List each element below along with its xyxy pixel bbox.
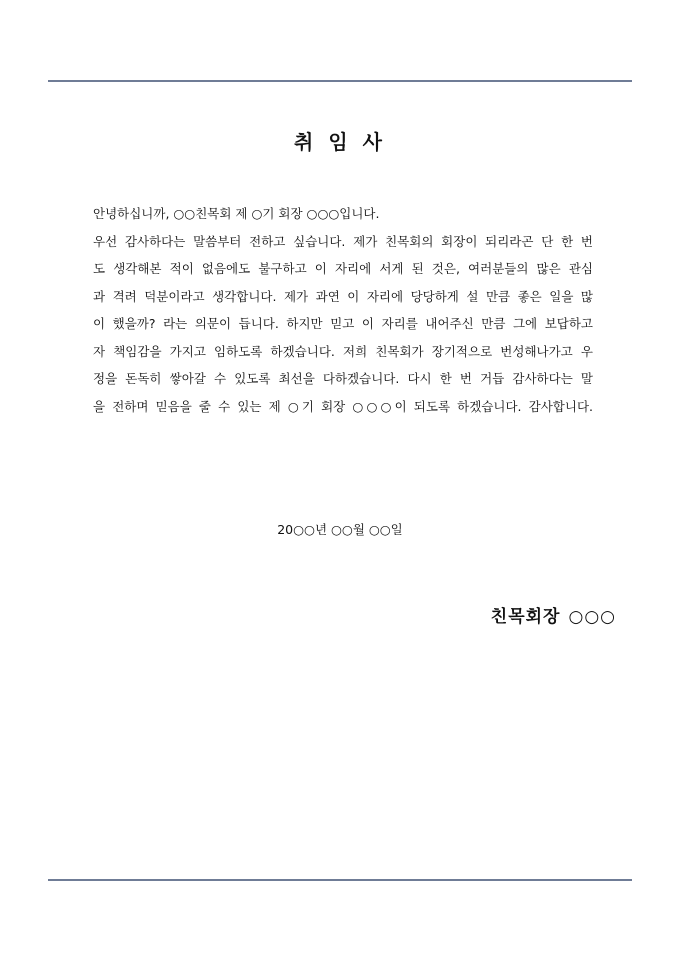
speech-line: 우선 감사하다는 말씀부터 전하고 싶습니다. 제가 친목회의 회장이 되리라곤 단 한 번 [93,233,593,249]
signature-name: ○○○ [568,607,616,627]
speech-line: 도 생각해본 적이 없음에도 불구하고 이 자리에 서게 된 것은, 여러분들의 많은 관심 [93,261,593,276]
signature-role: 친목회장 [490,607,561,627]
speech-line: 자 책임감을 가지고 임하도록 하겠습니다. 저희 친목회가 장기적으로 번성해나가고 우 [93,343,593,359]
speech-line: 정을 돈독히 쌓아갈 수 있도록 최선을 다하겠습니다. 다시 한 번 거듭 감사하다는 말 [93,371,593,386]
bottom-divider [48,879,632,881]
document-date: 20○○년 ○○월 ○○일 [277,522,403,537]
speech-line: 안녕하십니까, ○○친목회 제 ○기 회장 ○○○입니다. [93,206,380,221]
signature [491,602,616,627]
speech-line: 을 전하며 믿음을 줄 수 있는 제 ○기 회장 ○○○이 되도록 하겠습니다. 감사합니다. [93,398,593,414]
speech-line: 이 했을까? 라는 의문이 듭니다. 하지만 믿고 이 자리를 내어주신 만큼 그에 보답하고 [93,316,593,331]
speech-line: 과 격려 덕분이라고 생각합니다. 제가 과연 이 자리에 당당하게 설 만큼 좋은 일을 많 [93,288,593,304]
speech-body [93,200,593,420]
top-divider [48,80,632,82]
document-title: 취 임 사 [294,130,386,154]
